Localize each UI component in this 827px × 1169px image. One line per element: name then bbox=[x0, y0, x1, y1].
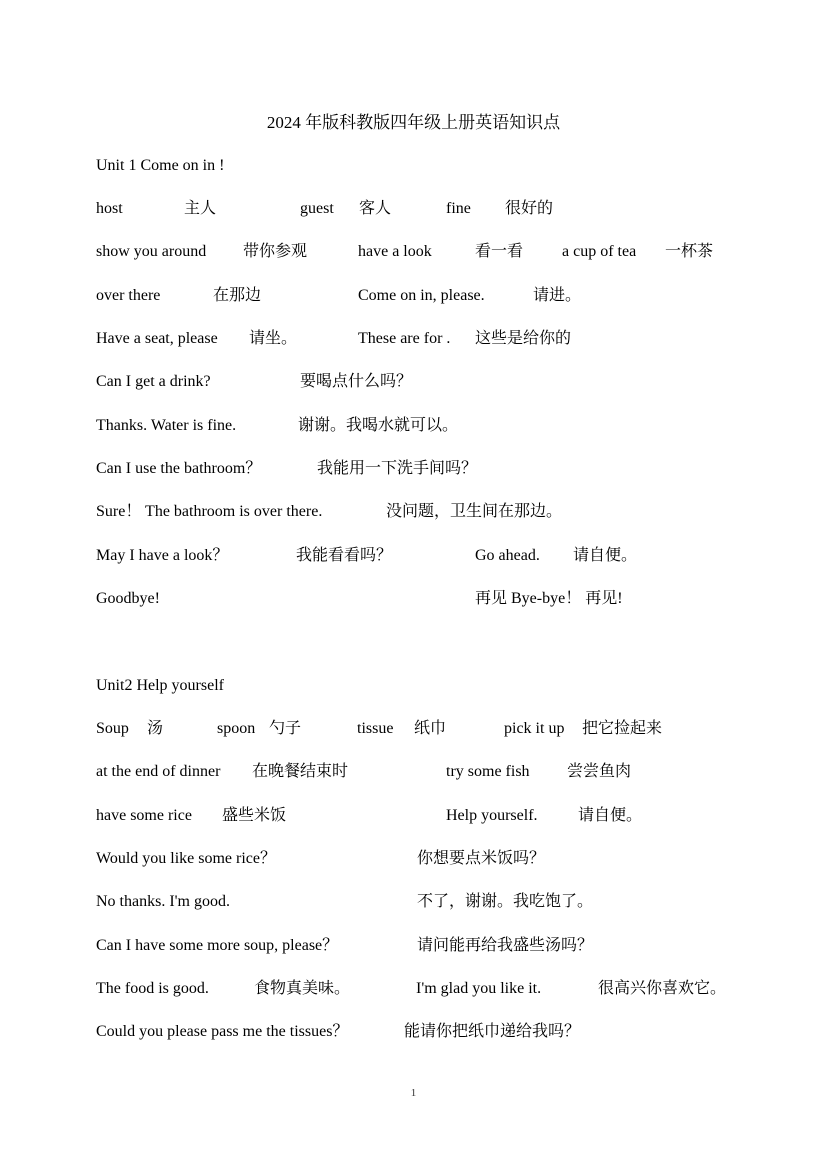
sentence-zh: 食物真美味。 bbox=[254, 980, 351, 997]
phrase-zh: 盛些米饭 bbox=[222, 807, 287, 824]
sentence-en: Goodbye! bbox=[96, 590, 160, 607]
phrase-en: Have a seat, please bbox=[96, 330, 218, 347]
phrase-zh: 请进。 bbox=[533, 287, 582, 304]
phrase-en: have a look bbox=[358, 243, 432, 260]
sentence-zh: 请自便。 bbox=[573, 547, 638, 564]
unit2-heading: Unit2 Help yourself bbox=[96, 677, 224, 694]
phrase-zh: 一杯茶 bbox=[665, 243, 714, 260]
phrase-en: These are for . bbox=[358, 330, 451, 347]
sentence-en: Thanks. Water is fine. bbox=[96, 417, 237, 434]
phrase-zh: 在晚餐结束时 bbox=[252, 763, 349, 780]
sentence-en: Go ahead. bbox=[475, 547, 540, 564]
sentence-zh: 不了，谢谢。我吃饱了。 bbox=[417, 893, 594, 910]
phrase-en: Come on in, please. bbox=[358, 287, 485, 304]
phrase-zh: 带你参观 bbox=[243, 243, 308, 260]
vocab-zh: 汤 bbox=[147, 720, 164, 737]
phrase-zh: 看一看 bbox=[475, 243, 524, 260]
vocab-en: Soup bbox=[96, 720, 129, 737]
phrase-en: have some rice bbox=[96, 807, 192, 824]
sentence-en: May I have a look？ bbox=[96, 547, 229, 564]
phrase-en: a cup of tea bbox=[562, 243, 637, 260]
vocab-en: guest bbox=[300, 200, 334, 217]
sentence-zh: 我能用一下洗手间吗？ bbox=[317, 460, 478, 477]
page-number: 1 bbox=[410, 1087, 417, 1099]
sentence-zh: 请问能再给我盛些汤吗？ bbox=[417, 937, 594, 954]
sentence-zh: 你想要点米饭吗？ bbox=[417, 850, 546, 867]
vocab-en: spoon bbox=[217, 720, 256, 737]
phrase-zh: 这些是给你的 bbox=[475, 330, 572, 347]
sentence-mixed: 再见 Bye-bye！ 再见! bbox=[475, 590, 623, 607]
vocab-en: host bbox=[96, 200, 123, 217]
phrase-zh: 请自便。 bbox=[578, 807, 643, 824]
phrase-zh: 尝尝鱼肉 bbox=[567, 763, 632, 780]
sentence-zh: 很高兴你喜欢它。 bbox=[598, 980, 727, 997]
document-title: 2024 年版科教版四年级上册英语知识点 bbox=[266, 113, 561, 132]
sentence-en: I'm glad you like it. bbox=[416, 980, 542, 997]
sentence-en: No thanks. I'm good. bbox=[96, 893, 230, 910]
phrase-en: over there bbox=[96, 287, 161, 304]
sentence-en: Sure！ The bathroom is over there. bbox=[96, 503, 323, 520]
phrase-en: at the end of dinner bbox=[96, 763, 221, 780]
sentence-en: Can I have some more soup, please？ bbox=[96, 937, 339, 954]
sentence-zh: 我能看看吗？ bbox=[296, 547, 393, 564]
sentence-zh: 要喝点什么吗？ bbox=[300, 373, 413, 390]
vocab-zh: 客人 bbox=[359, 200, 392, 217]
sentence-en: The food is good. bbox=[96, 980, 209, 997]
unit1-heading: Unit 1 Come on in ! bbox=[96, 157, 225, 174]
phrase-en: Help yourself. bbox=[446, 807, 538, 824]
sentence-en: Can I get a drink? bbox=[96, 373, 211, 390]
sentence-en: Can I use the bathroom？ bbox=[96, 460, 262, 477]
vocab-en: fine bbox=[446, 200, 471, 217]
vocab-zh: 主人 bbox=[184, 200, 217, 217]
phrase-en: show you around bbox=[96, 243, 207, 260]
phrase-zh: 请坐。 bbox=[249, 330, 298, 347]
phrase-en: try some fish bbox=[446, 763, 530, 780]
sentence-zh: 没问题，卫生间在那边。 bbox=[386, 503, 563, 520]
sentence-en: Would you like some rice？ bbox=[96, 850, 277, 867]
vocab-zh: 很好的 bbox=[505, 200, 554, 217]
vocab-en: pick it up bbox=[504, 720, 565, 737]
sentence-en: Could you please pass me the tissues？ bbox=[96, 1023, 349, 1040]
vocab-zh: 勺子 bbox=[269, 720, 302, 737]
sentence-zh: 能请你把纸巾递给我吗？ bbox=[404, 1023, 581, 1040]
sentence-zh: 谢谢。我喝水就可以。 bbox=[298, 417, 459, 434]
vocab-zh: 纸巾 bbox=[414, 720, 447, 737]
vocab-en: tissue bbox=[357, 720, 394, 737]
vocab-zh: 把它捡起来 bbox=[582, 720, 663, 737]
phrase-zh: 在那边 bbox=[213, 287, 262, 304]
